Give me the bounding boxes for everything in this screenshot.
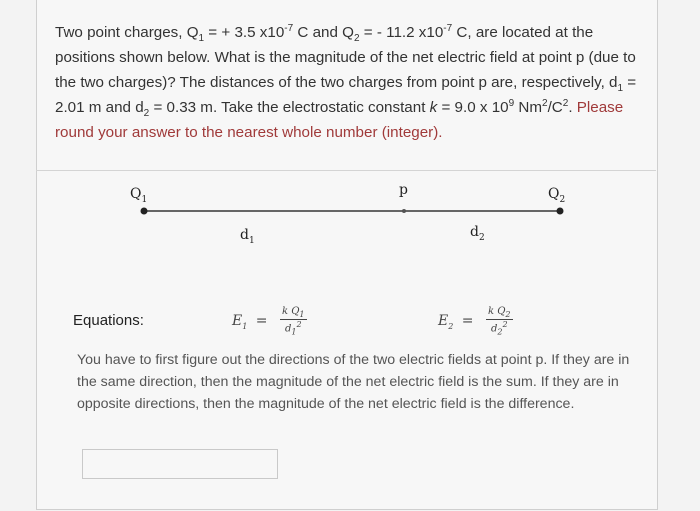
point-p-dot: [402, 209, 406, 213]
q2-label: $Q_2$: [548, 186, 566, 205]
equation-e2: $E_2$ = $\frac{k Q_2}{d_2^2}$: [438, 306, 511, 337]
d2-label: $d_2$: [470, 224, 485, 243]
charge-q2-dot: [557, 208, 564, 215]
rounding-instruction: round your answer to the nearest whole number (integer).: [55, 124, 443, 141]
charge-q1-dot: [141, 208, 148, 215]
d1-label: $d_1$: [240, 227, 255, 246]
explanation-text: You have to first figure out the directions of the two electric fields at point p. If they are in the same direction, then the magnitude of the net electric field is the sum. If they are in opposite directions, then the magnitude of the net electric field is the difference.: [77, 352, 630, 412]
q1-label: $Q_1$: [130, 186, 148, 205]
question-text: Two point charges, $Q_1$ = + 3.5 $x10^{-7}$ C and $Q_2$ = - 11.2 $x10^{-7}$ C, are located at the positions shown below. What is the magnitude of the net electric field at point p (due to the two charges)? The distances of the two charges from point p are, respectively, $d_1$ = 2.01 m and $d_2 = 0.33$ m. Take the electrostatic constant k = 9.0 x $10^9$ $Nm^2/C^2$. Please round your answer to the nearest whole number (integer).: [55, 22, 637, 141]
equations-label: Equations:: [73, 312, 144, 329]
equation-e1: $E_1$ = $\frac{k Q_1}{d_1^2}$: [232, 306, 305, 337]
p-label: p: [399, 182, 408, 198]
answer-input[interactable]: [82, 449, 278, 479]
